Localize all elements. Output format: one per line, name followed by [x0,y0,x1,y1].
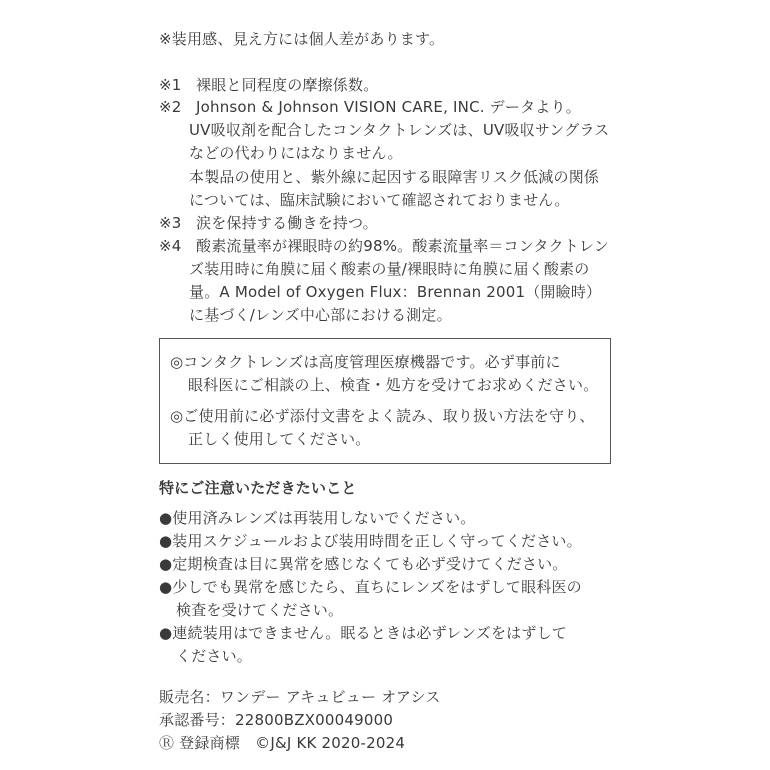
note-text: 涙を保持する働きを持つ。 [196,214,378,232]
trademark-copyright: Ⓡ 登録商標 ©J&J KK 2020-2024 [159,734,406,752]
product-name: 販売名：ワンデー アキュビュー オアシス [159,688,441,706]
notice-text: 眼科医にご相談の上、検査・処方を受けてお求めください。 [188,376,599,394]
caution-heading: 特にご注意いただきたいこと [159,479,357,497]
caution-item: 検査を受けてください。 [176,601,344,619]
note-mark: ※3 [159,214,182,232]
intro-note: ※装用感、見え方には個人差があります。 [159,30,445,48]
note-3 [159,212,378,234]
approval-number: 承認番号：22800BZX00049000 [159,711,394,729]
note-text: 量。A Model of Oxygen Flux：Brennan 2001（開瞼時） [189,283,602,301]
note-text: Johnson & Johnson VISION CARE, INC. データより。 [196,98,581,116]
note-text: などの代わりにはなりません。 [189,144,403,162]
note-text: UV吸収剤を配合したコンタクトレンズは、UV吸収サングラス [189,121,610,139]
caution-item: ●使用済みレンズは再装用しないでください。 [159,509,476,527]
caution-item: ください。 [176,647,253,665]
note-4 [159,235,609,257]
caution-item: ●少しでも異常を感じたら、直ちにレンズをはずして眼科医の [159,578,582,596]
note-1 [159,74,378,96]
note-mark: ※2 [159,98,182,116]
note-2 [159,96,581,118]
note-text: ズ装用時に角膜に届く酸素の量/裸眼時に角膜に届く酸素の [189,260,590,278]
caution-item: ●定期検査は目に異常を感じなくても必ず受けてください。 [159,555,568,573]
caution-item: ●装用スケジュールおよび装用時間を正しく守ってください。 [159,532,582,550]
note-mark: ※4 [159,237,182,255]
note-text: 本製品の使用と、紫外線に起因する眼障害リスク低減の関係 [189,168,600,186]
caution-item: ●連続装用はできません。眠るときは必ずレンズをはずして [159,624,567,642]
notice-text: ◎ご使用前に必ず添付文書をよく読み、取り扱い方法を守り、 [170,407,595,425]
note-text: 酸素流量率が裸眼時の約98%。酸素流量率＝コンタクトレン [196,237,609,255]
notice-text: ◎コンタクトレンズは高度管理医療機器です。必ず事前に [170,353,561,371]
notice-text: 正しく使用してください。 [188,430,371,448]
note-text: 裸眼と同程度の摩擦係数。 [196,76,379,94]
note-text: に基づく/レンズ中心部における測定。 [189,306,452,324]
note-mark: ※1 [159,76,182,94]
note-text: については、臨床試験において確認されておりません。 [189,191,570,209]
